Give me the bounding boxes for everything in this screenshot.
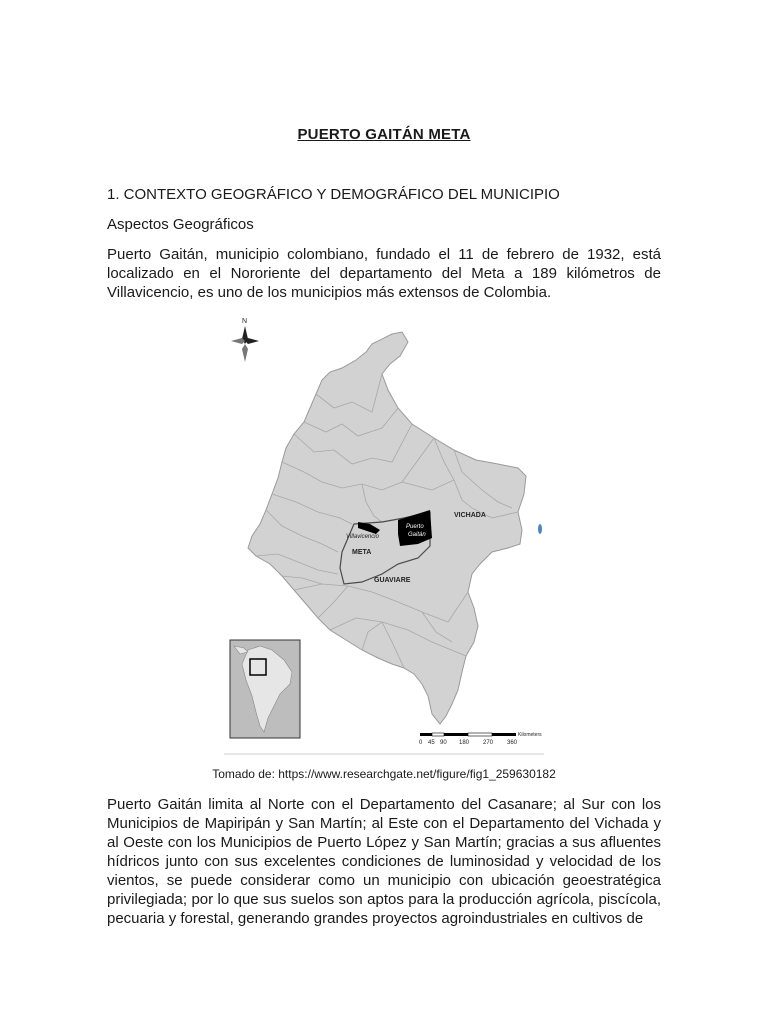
page-title: PUERTO GAITÁN META [297,126,471,143]
paragraph-intro: Puerto Gaitán, municipio colombiano, fundado el 11 de febrero de 1932, está localizado en el Nororiente del departamento del Meta a 189 kilómetros de Villavicencio, es uno de los municipios más extensos de Colombia. [107,246,661,301]
scale-bar [419,732,542,746]
paragraph-limits: Puerto Gaitán limita al Norte con el Departamento del Casanare; al Sur con los Municipios de Mapiripán y San Martín; al Este con el Departamento del Vichada y al Oeste con los Municipios de Puerto López y San Martín; gracias a sus afluentes hídricos junto con sus excelentes condiciones de luminosidad y velocidad de los vientos, se puede considerar como un municipio con ubicación geoestratégica privilegiada; por lo que sus suelos son aptos para la producción agrícola, piscícola, pecuaria y forestal, generando grandes proyectos agroindustriales en cultivos de [107,796,661,927]
edge-marker-icon [538,524,542,534]
section-heading: 1. CONTEXTO GEOGRÁFICO Y DEMOGRÁFICO DEL MUNICIPIO [107,186,560,203]
scale-tick-45: 45 [428,740,435,746]
vichada-label: VICHADA [454,512,486,519]
puerto-gaitan-label-2: Gaitán [408,532,426,538]
meta-label: META [352,549,372,556]
scale-tick-180: 180 [459,740,470,746]
figure-caption: Tomado de: https://www.researchgate.net/figure/fig1_259630182 [212,767,556,781]
guaviare-label: GUAVIARE [374,577,411,584]
scale-tick-90: 90 [440,740,447,746]
scale-tick-360: 360 [507,740,518,746]
map-figure [222,312,548,756]
villavicencio-label: Villavicencio [346,534,379,540]
north-arrow-icon [231,318,259,362]
puerto-gaitan-label-1: Puerto [406,524,424,530]
scale-tick-0: 0 [419,740,423,746]
north-label: N [242,318,248,325]
subheading: Aspectos Geográficos [107,216,254,233]
scale-units: Kilometers [518,732,542,738]
south-america-inset [230,640,300,738]
scale-tick-270: 270 [483,740,494,746]
